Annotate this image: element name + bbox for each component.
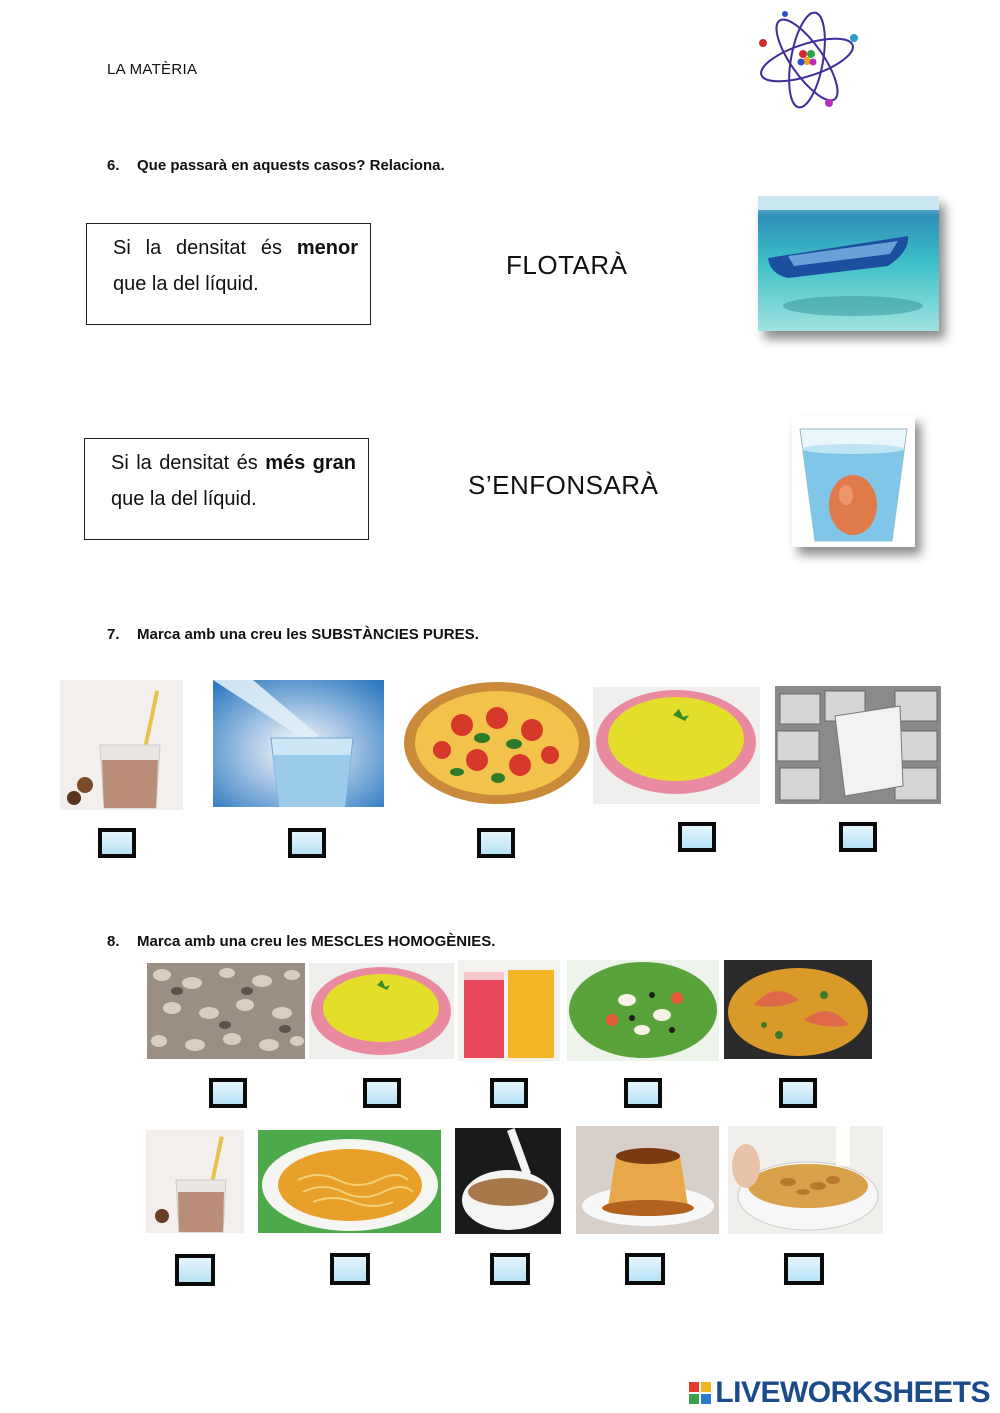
cream-soup-image-2 <box>309 963 454 1059</box>
checkbox-chocolate-milk-2[interactable] <box>175 1254 215 1286</box>
pizza-image <box>402 680 592 807</box>
paella-image <box>724 960 872 1059</box>
checkbox-cereal-milk[interactable] <box>784 1253 824 1285</box>
egg-glass-photo <box>792 415 915 547</box>
water-glass-image <box>213 680 384 807</box>
question-7-prompt: 7. Marca amb una creu les SUBSTÀNCIES PURES. <box>107 626 479 643</box>
atom-icon <box>755 10 860 110</box>
checkbox-cream-soup-2[interactable] <box>363 1078 401 1108</box>
noodle-soup-image <box>258 1130 441 1233</box>
silver-bars-image <box>775 686 941 804</box>
liveworksheets-logo-icon <box>689 1382 711 1404</box>
flan-image <box>576 1126 719 1234</box>
density-greater-card[interactable]: Si la densitat és més gran que la del líquid. <box>84 438 369 540</box>
question-6-prompt: 6. Que passarà en aquests casos? Relaciona. <box>107 157 445 174</box>
checkbox-silver-bars[interactable] <box>839 822 877 852</box>
liveworksheets-logo: LIVEWORKSHEETS <box>689 1376 990 1410</box>
cream-soup-image <box>593 687 760 804</box>
result-sinks[interactable]: S’ENFONSARÀ <box>468 470 659 500</box>
density-less-card[interactable]: Si la densitat és menor que la del líquid. <box>86 223 371 325</box>
coffee-milk-image <box>455 1128 561 1234</box>
checkbox-juices[interactable] <box>490 1078 528 1108</box>
boat-photo <box>758 196 939 331</box>
page-header-title: LA MATÈRIA <box>107 61 198 78</box>
chocolate-milk-image-2 <box>146 1130 244 1233</box>
checkbox-salad[interactable] <box>624 1078 662 1108</box>
checkbox-water[interactable] <box>288 828 326 858</box>
pebbles-image <box>147 963 305 1059</box>
checkbox-cream-soup[interactable] <box>678 822 716 852</box>
checkbox-coffee-milk[interactable] <box>490 1253 530 1285</box>
checkbox-noodle-soup[interactable] <box>330 1253 370 1285</box>
question-8-prompt: 8. Marca amb una creu les MESCLES HOMOGÈNIES. <box>107 933 496 950</box>
result-floats[interactable]: FLOTARÀ <box>506 250 628 280</box>
checkbox-paella[interactable] <box>779 1078 817 1108</box>
cereal-milk-image <box>728 1126 883 1234</box>
checkbox-flan[interactable] <box>625 1253 665 1285</box>
checkbox-chocolate-milk[interactable] <box>98 828 136 858</box>
salad-image <box>567 960 719 1061</box>
chocolate-milk-image <box>60 680 183 810</box>
juices-image <box>458 960 560 1061</box>
checkbox-pebbles[interactable] <box>209 1078 247 1108</box>
checkbox-pizza[interactable] <box>477 828 515 858</box>
